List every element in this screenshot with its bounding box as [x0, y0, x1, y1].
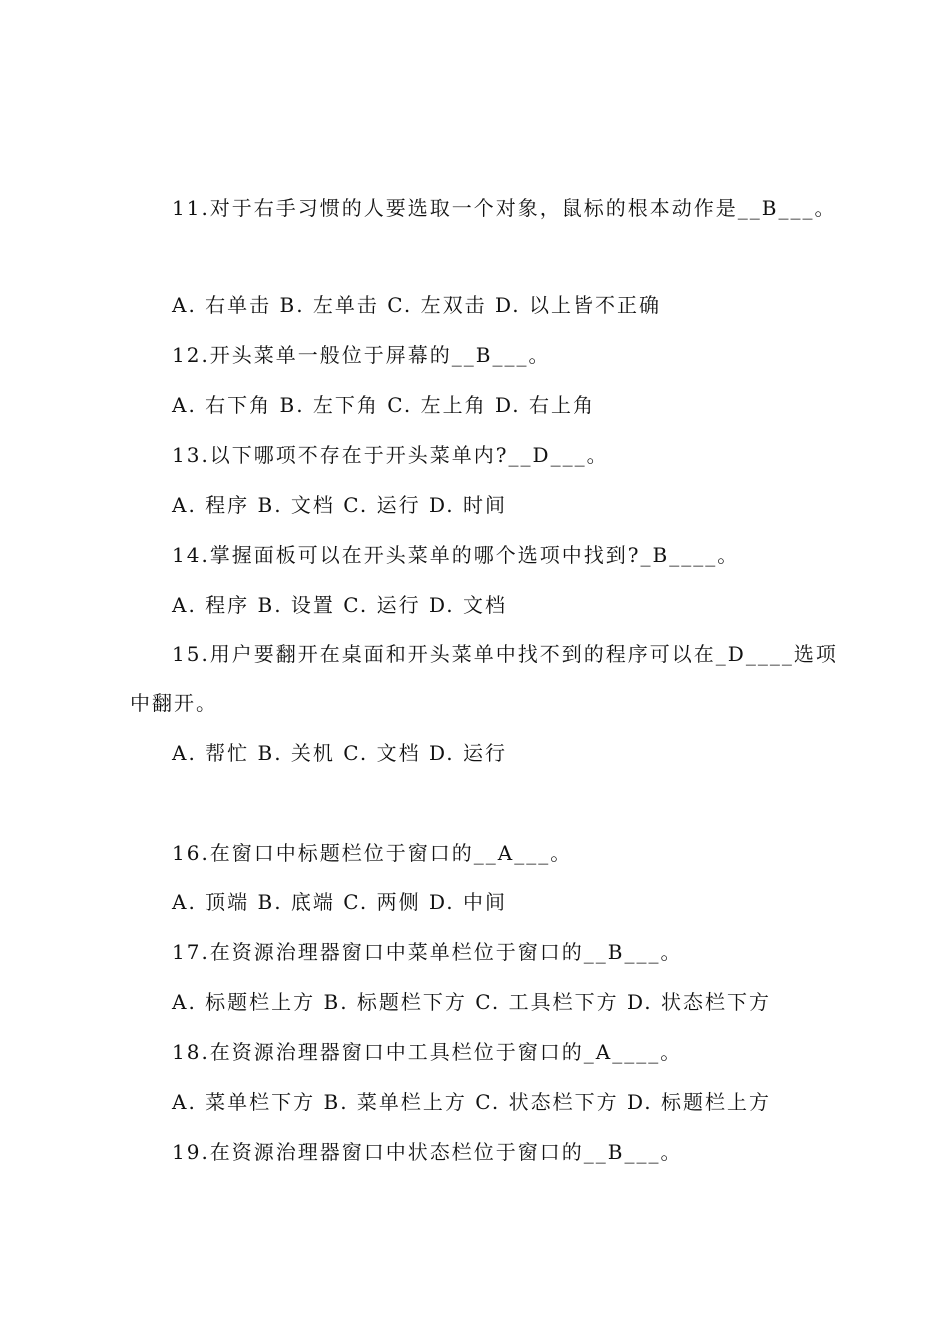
question-13: 13.以下哪项不存在于开头菜单内?__D___。 — [172, 443, 609, 467]
options-13: A. 程序 B. 文档 C. 运行 D. 时间 — [172, 493, 507, 517]
options-18: A. 菜单栏下方 B. 菜单栏上方 C. 状态栏下方 D. 标题栏上方 — [172, 1090, 771, 1114]
options-15: A. 帮忙 B. 关机 C. 文档 D. 运行 — [172, 741, 507, 765]
question-17: 17.在资源治理器窗口中菜单栏位于窗口的__B___。 — [172, 940, 683, 964]
question-12: 12.开头菜单一般位于屏幕的__B___。 — [172, 343, 551, 367]
question-14: 14.掌握面板可以在开头菜单的哪个选项中找到?_B____。 — [172, 543, 740, 567]
question-18: 18.在资源治理器窗口中工具栏位于窗口的_A____。 — [172, 1040, 683, 1064]
options-17: A. 标题栏上方 B. 标题栏下方 C. 工具栏下方 D. 状态栏下方 — [172, 990, 771, 1014]
options-11: A. 右单击 B. 左单击 C. 左双击 D. 以上皆不正确 — [172, 293, 661, 317]
question-19: 19.在资源治理器窗口中状态栏位于窗口的__B___。 — [172, 1140, 683, 1164]
options-14: A. 程序 B. 设置 C. 运行 D. 文档 — [172, 593, 507, 617]
question-11: 11.对于右手习惯的人要选取一个对象，鼠标的根本动作是__B___。 — [172, 196, 837, 220]
question-15: 15.用户要翻开在桌面和开头菜单中找不到的程序可以在_D____选项 — [172, 642, 838, 666]
options-16: A. 顶端 B. 底端 C. 两侧 D. 中间 — [172, 890, 507, 914]
question-16: 16.在窗口中标题栏位于窗口的__A___。 — [172, 841, 573, 865]
question-15-continued: 中翻开。 — [130, 691, 218, 715]
options-12: A. 右下角 B. 左下角 C. 左上角 D. 右上角 — [172, 393, 595, 417]
